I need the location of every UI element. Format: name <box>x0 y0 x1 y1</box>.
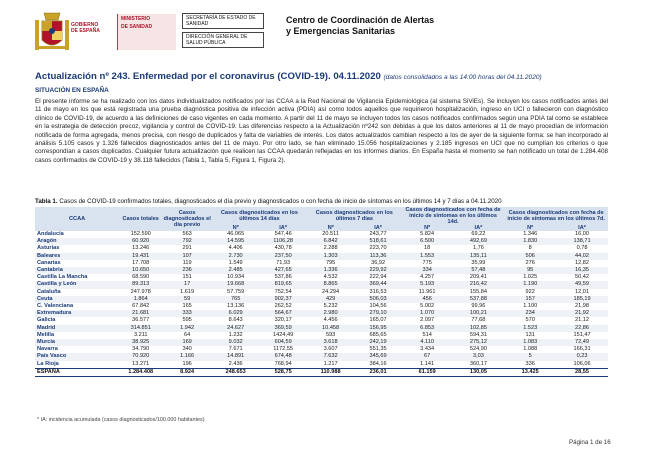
table-cell: 564,67 <box>259 310 306 317</box>
table-cell: 8.924 <box>162 368 212 376</box>
table-cell: 6.500 <box>402 238 453 245</box>
table-cell: 157 <box>504 296 556 303</box>
table-cell: 69,22 <box>471 231 486 237</box>
table-cell: 17.708 <box>132 259 150 266</box>
table-cell: 1.549 <box>228 259 243 266</box>
table-cell: 279,10 <box>354 310 401 317</box>
table-cell: 216,42 <box>453 281 505 288</box>
table-cell: 19.431 <box>119 253 162 260</box>
document-title <box>35 71 542 82</box>
table-cell-ccaa: Andalucía <box>37 231 64 237</box>
table-cell: 151 <box>182 274 192 281</box>
table-row <box>35 346 608 353</box>
table-cell: 229,92 <box>354 267 401 274</box>
col-header-symptoms-14d: Casos diagnosticados con fecha de inicio de síntomas en los últimos 14d. <box>402 207 504 225</box>
table-cell: 3.434 <box>420 346 435 353</box>
table-cell: 8.643 <box>228 317 243 324</box>
table-cell: 248.653 <box>212 368 259 376</box>
sub-header-n: Nº <box>212 225 259 231</box>
table-cell: 138,71 <box>556 238 608 245</box>
table-cell: 152.590 <box>130 231 151 237</box>
table-cell: 89.313 <box>119 281 162 288</box>
table-cell: 1.346 <box>523 231 538 237</box>
table-cell: 316,53 <box>369 288 387 295</box>
table-cell: 369,59 <box>259 325 306 332</box>
table-cell: 102,85 <box>453 325 505 332</box>
col-header-total: Casos totales <box>119 207 162 231</box>
table-cell: 0,23 <box>556 353 608 360</box>
table-cell: 222,94 <box>369 274 387 281</box>
sub-header-n: Nº <box>307 225 354 231</box>
table-cell: 155,84 <box>469 288 487 295</box>
table-cell: 1,76 <box>472 245 484 252</box>
table-row <box>35 353 608 360</box>
table-cell: 291 <box>182 245 192 252</box>
table-cell: 4.532 <box>323 274 338 281</box>
table-cell: 243,77 <box>369 231 387 237</box>
table-total-row <box>35 368 608 376</box>
table-cell: 99,96 <box>471 303 486 310</box>
table-cell: 4.110 <box>402 339 453 346</box>
section-heading: SITUACIÓN EN ESPAÑA <box>35 87 109 94</box>
table-cell: 0,78 <box>576 245 588 252</box>
table-cell: 1106,28 <box>259 238 306 245</box>
table-cell: 22,86 <box>556 325 608 332</box>
table-cell: 685,65 <box>369 331 387 338</box>
table-cell: 2.485 <box>212 267 259 274</box>
table-row <box>35 274 608 281</box>
table-cell: 110.988 <box>307 368 354 376</box>
table-cell: 9.032 <box>212 339 259 346</box>
table-cell: 1.217 <box>323 360 338 367</box>
direccion-box: DIRECCIÓN GENERAL DE SALUD PÚBLICA <box>182 32 264 48</box>
table-cell: 13.271 <box>132 360 150 367</box>
table-cell: 563 <box>182 231 192 237</box>
table-cell: 768,94 <box>274 360 292 367</box>
table-row <box>35 245 608 252</box>
cases-table <box>35 207 608 377</box>
title-subtitle: (datos consolidados a las 14:00 horas del 04.11.2020) <box>383 74 542 81</box>
table-row <box>35 238 608 245</box>
table-cell: 1.830 <box>504 238 556 245</box>
table-cell: 5.232 <box>323 303 338 310</box>
table-cell: 2.730 <box>212 253 259 260</box>
col-header-prev: Casos diagnosticados el día previo <box>162 207 212 231</box>
table-body <box>35 231 608 377</box>
table-cell: 185,19 <box>556 296 608 303</box>
table-cell: 104,56 <box>369 303 387 310</box>
table-cell: 7.671 <box>228 346 243 353</box>
table-cell: 3.618 <box>307 339 354 346</box>
ministry-label: MINISTERIO DE SANIDAD <box>117 14 176 50</box>
table-cell-ccaa: País Vasco <box>35 353 119 360</box>
table-row <box>35 332 608 339</box>
table-cell: 21.681 <box>119 310 162 317</box>
table-cell: 1.553 <box>402 253 453 260</box>
table-cell: 16,00 <box>575 231 590 237</box>
table-cell: 60.920 <box>119 238 162 245</box>
table-cell: 795 <box>325 259 336 266</box>
table-cell: 524,90 <box>469 346 487 353</box>
table-cell: 320,17 <box>274 317 292 324</box>
table-cell-ccaa: Ceuta <box>35 296 119 303</box>
table-cell: 20.511 <box>322 231 339 237</box>
table-cell: 64 <box>184 331 191 338</box>
table-cell-ccaa: Castilla La Mancha <box>37 274 88 281</box>
table-cell: 12,01 <box>575 288 590 295</box>
table-cell: 594,31 <box>469 331 487 338</box>
table-cell: 595 <box>182 317 192 324</box>
table-cell: 7.632 <box>307 353 354 360</box>
table-cell: 384,16 <box>369 360 387 367</box>
table-cell-ccaa: Extremadura <box>35 310 119 317</box>
table-cell: 5.002 <box>420 303 435 310</box>
government-label: GOBIERNO DE ESPAÑA <box>71 22 100 34</box>
table-cell: 537,86 <box>274 274 292 281</box>
table-cell: 49,59 <box>556 281 608 288</box>
col-header-7d: Casos diagnosticados en los últimos 7 días <box>307 207 402 225</box>
table-cell: 156,95 <box>354 325 401 332</box>
table-cell: 57.759 <box>227 288 245 295</box>
table-cell: 36.577 <box>132 317 150 324</box>
table-cell: 71,93 <box>276 259 291 266</box>
table-cell: 1.232 <box>228 331 243 338</box>
table-cell: 70.920 <box>119 353 162 360</box>
sub-header-n: Nº <box>504 225 556 231</box>
table-cell: 151,47 <box>573 331 591 338</box>
table-cell: 1.190 <box>504 281 556 288</box>
table-row <box>35 253 608 260</box>
table-cell: 1.088 <box>523 346 538 353</box>
table-cell: 242,19 <box>354 339 401 346</box>
table-cell-ccaa: Aragón <box>35 238 119 245</box>
center-title: Centro de Coordinación de Alertas y Emergencias Sanitarias <box>286 15 435 36</box>
table-cell: 1.070 <box>402 310 453 317</box>
table-cell: 21,98 <box>575 303 590 310</box>
table-cell: 10.458 <box>307 325 354 332</box>
table-cell: 604,59 <box>259 339 306 346</box>
table-cell: 765 <box>212 296 259 303</box>
table-row <box>35 260 608 267</box>
intro-paragraph: El presente informe se ha realizado con los datos individualizados notificados por las CCAA a la Red Nacional de Vigilancia Epidemiológica (al sistema SiViEs). Se incluyen los casos notificados antes del 11 de mayo en los que está registrada una prueba diagnóstica positiva de infección activa (PDIA) así como todos aquellos que requirieron hospitalización, ingreso en UCI o fallecieron con diagnóstico clínico de COVID-19, de acuerdo a las definiciones de caso vigentes en cada momento. A partir del 11 de mayo se incluyen todos los casos notificados confirmados según una PDIA tal como se establece en la estrategia de detección precoz, vigilancia y control de COVID-19. Las diferencias respecto a la Actualización nº242 son debidas a que los datos anteriores al 11 de mayo procedían de información notificada de forma agregada, menos precisa, con riesgo de duplicados y falta de variables de interés. Los datos actualizados cambian respecto a los de ayer de la siguiente forma: se han incorporado al análisis 5.105 casos y 1.326 fallecidos diagnosticados antes del 11 de mayo. Por otro lado, se han eliminado 15.056 hospitalizaciones y 2.185 ingresos en UCI que no cumplían los criterios o que correspondían a casos duplicados. Cualquier futura actualización que realicen las CCAA quedarán reflejadas en los informes diarios. En España hasta el momento se han notificado un total de 1.284.408 casos confirmados de COVID-19 y 38.118 fallecidos (Tabla 1, Tabla 5, Figura 1, Figura 2). <box>35 98 608 164</box>
table-cell: 336 <box>525 360 535 367</box>
table-cell: 6.842 <box>307 238 354 245</box>
table-cell-ccaa: Navarra <box>37 346 58 353</box>
table-row <box>35 303 608 310</box>
table-row <box>35 281 608 288</box>
secretaria-box: SECRETARÍA DE ESTADO DE SANIDAD <box>182 13 264 29</box>
table-cell: 1.025 <box>523 274 538 281</box>
table-footnote: * IA: incidencia acumulada (casos diagnosticados/100.000 habitantes) <box>37 417 205 423</box>
table-cell: 165 <box>182 303 192 310</box>
table-cell: 21,92 <box>556 310 608 317</box>
table-cell: 8 <box>528 245 532 252</box>
sub-header-ia: IA* <box>453 225 505 231</box>
table-cell: 369,44 <box>354 281 401 288</box>
table-cell: 4.456 <box>323 317 338 324</box>
table-cell-ccaa: ESPAÑA <box>35 368 119 376</box>
table-cell: 17 <box>162 281 212 288</box>
table-cell: 340 <box>182 346 192 353</box>
table-cell: 429 <box>307 296 354 303</box>
table-row <box>35 231 608 238</box>
table-cell: 59 <box>162 296 212 303</box>
col-header-ccaa: CCAA <box>35 207 119 231</box>
table-cell: 1.166 <box>162 353 212 360</box>
table-cell: 902,37 <box>259 296 306 303</box>
table-cell: 1.284.408 <box>119 368 162 376</box>
department-boxes <box>182 13 264 51</box>
table-cell: 275,12 <box>453 339 505 346</box>
table-cell: 6.029 <box>212 310 259 317</box>
table-cell: 3.607 <box>323 346 338 353</box>
table-cell: 551,35 <box>369 346 387 353</box>
table-cell: 130,05 <box>453 368 505 376</box>
table-cell: 276 <box>525 259 535 266</box>
table-cell: 61.159 <box>402 368 453 376</box>
table-caption-text: Casos de COVID-19 confirmados totales, diagnosticados el día previo y diagnosticados o con fecha de inicio de síntomas en los últimos 14 y 7 días a 04.11.2020 <box>57 198 502 205</box>
table-caption <box>35 198 502 205</box>
table-cell: 46.065 <box>227 231 245 237</box>
table-cell: 131 <box>525 331 535 338</box>
table-row <box>35 296 608 303</box>
table-cell: 19.668 <box>212 281 259 288</box>
table-cell: 752,54 <box>274 288 292 295</box>
sub-header-ia: IA* <box>354 225 401 231</box>
table-cell: 166,31 <box>573 346 591 353</box>
table-row <box>35 361 608 369</box>
table-cell: 1.083 <box>504 339 556 346</box>
table-cell: 5.824 <box>420 231 435 237</box>
table-cell: 506,03 <box>354 296 401 303</box>
page-number: Página 1 de 16 <box>569 439 611 446</box>
table-row <box>35 289 608 296</box>
table-cell-ccaa: Canarias <box>37 259 61 266</box>
table-cell: 67.842 <box>132 303 150 310</box>
table-cell: 196 <box>182 360 192 367</box>
table-cell-ccaa: Madrid <box>35 325 119 332</box>
table-cell: 14.595 <box>212 238 259 245</box>
table-cell: 514 <box>422 331 432 338</box>
table-cell: 11.961 <box>418 288 436 295</box>
table-cell: 2.436 <box>228 360 243 367</box>
table-cell: 528,75 <box>259 368 306 376</box>
table-cell: 50,42 <box>575 274 590 281</box>
table-cell: 68.590 <box>132 274 150 281</box>
table-cell: 262,52 <box>274 303 292 310</box>
col-header-symptoms-7d: Casos diagnosticados con fecha de inicio de síntomas en los últimos 7d. <box>504 207 608 225</box>
table-cell: 1.942 <box>162 325 212 332</box>
table-cell: 792 <box>162 238 212 245</box>
table-cell: 2.980 <box>307 310 354 317</box>
table-row <box>35 267 608 274</box>
table-row <box>35 339 608 346</box>
table-cell: 430,78 <box>274 245 292 252</box>
table-cell-ccaa: Cataluña <box>37 288 61 295</box>
table-cell: 1424,49 <box>273 331 294 338</box>
table-cell: 236 <box>162 267 212 274</box>
sub-header-ia: IA* <box>556 225 608 231</box>
table-cell: 456 <box>402 296 453 303</box>
table-cell: 169 <box>162 339 212 346</box>
table-cell: 570 <box>525 317 535 324</box>
table-cell: 24.627 <box>212 325 259 332</box>
title-text: Actualización nº 243. Enfermedad por el coronavirus (COVID-19). 04.11.2020 <box>35 71 381 82</box>
table-cell: 12,82 <box>575 259 590 266</box>
table-cell: 5.193 <box>402 281 453 288</box>
table-cell: 922 <box>525 288 535 295</box>
table-cell: 775 <box>422 259 432 266</box>
table-cell: 13.425 <box>504 368 556 376</box>
table-cell: 44,02 <box>556 253 608 260</box>
table-cell: 1.141 <box>420 360 435 367</box>
table-cell: 5 <box>504 353 556 360</box>
table-cell: 1.303 <box>307 253 354 260</box>
table-cell: 67 <box>402 353 453 360</box>
table-cell: 77,68 <box>471 317 486 324</box>
table-cell: 4.257 <box>420 274 435 281</box>
table-cell-ccaa: Baleares <box>35 253 119 260</box>
table-cell: 1.864 <box>119 296 162 303</box>
table-cell: 518,61 <box>354 238 401 245</box>
table-cell: 547,46 <box>274 231 292 237</box>
table-cell: 28,55 <box>556 368 608 376</box>
col-header-14d: Casos diagnosticados en los últimos 14 días <box>212 207 307 225</box>
table-cell: 492,69 <box>453 238 505 245</box>
table-cell: 314.851 <box>119 325 162 332</box>
table-cell: 21,12 <box>575 317 590 324</box>
table-cell: 237,50 <box>259 253 306 260</box>
table-cell: 1.523 <box>504 325 556 332</box>
table-cell-ccaa: Melilla <box>37 331 55 338</box>
table-cell: 333 <box>162 310 212 317</box>
table-cell: 18 <box>424 245 431 252</box>
table-cell: 674,48 <box>259 353 306 360</box>
table-cell-ccaa: Cantabria <box>35 267 119 274</box>
table-cell: 247.978 <box>130 288 151 295</box>
table-cell: 427,65 <box>259 267 306 274</box>
table-cell: 13.136 <box>227 303 245 310</box>
sub-header-ia: IA* <box>259 225 306 231</box>
table-row <box>35 310 608 317</box>
table-cell: 36,92 <box>371 259 386 266</box>
sub-header-n: Nº <box>402 225 453 231</box>
table-cell: 345,69 <box>354 353 401 360</box>
table-cell: 4.406 <box>228 245 243 252</box>
table-cell: 506 <box>504 253 556 260</box>
table-cell: 2.288 <box>323 245 338 252</box>
table-cell-ccaa: Galicia <box>37 317 56 324</box>
table-cell: 360,17 <box>469 360 487 367</box>
table-cell: 209,41 <box>469 274 487 281</box>
table-cell: 1.336 <box>307 267 354 274</box>
table-cell: 35,99 <box>471 259 486 266</box>
table-cell: 3.211 <box>133 331 148 338</box>
table-cell: 1.619 <box>180 288 195 295</box>
table-cell: 14.891 <box>212 353 259 360</box>
table-cell: 334 <box>402 267 453 274</box>
table-cell: 236,01 <box>354 368 401 376</box>
table-cell: 3,03 <box>453 353 505 360</box>
table-row <box>35 325 608 332</box>
table-cell: 135,11 <box>453 253 505 260</box>
table-cell: 119 <box>182 259 192 266</box>
table-cell: 72,49 <box>556 339 608 346</box>
table-cell: 95 <box>504 267 556 274</box>
table-cell: 57,48 <box>453 267 505 274</box>
spain-coat-of-arms-icon <box>35 10 69 54</box>
table-cell: 6.853 <box>402 325 453 332</box>
table-cell-ccaa: Murcia <box>35 339 119 346</box>
table-cell: 38.925 <box>119 339 162 346</box>
table-cell-ccaa: Castilla y León <box>35 281 119 288</box>
table-cell: 234 <box>504 310 556 317</box>
table-cell: 107 <box>162 253 212 260</box>
table-cell-ccaa: La Rioja <box>37 360 59 367</box>
table-cell: 223,70 <box>369 245 387 252</box>
table-cell: 24.294 <box>322 288 340 295</box>
table-cell: 819,65 <box>259 281 306 288</box>
table-cell: 1.100 <box>523 303 538 310</box>
table-row <box>35 317 608 324</box>
table-cell: 10.934 <box>227 274 245 281</box>
table-cell: 34.790 <box>132 346 150 353</box>
table-cell: 100,21 <box>453 310 505 317</box>
table-cell: 13.246 <box>132 245 150 252</box>
table-cell: 1172,55 <box>273 346 294 353</box>
table-cell: 165,07 <box>369 317 387 324</box>
table-cell: 537,88 <box>453 296 505 303</box>
table-cell: 8.865 <box>307 281 354 288</box>
table-cell: 2.097 <box>420 317 435 324</box>
table-cell: 16,35 <box>556 267 608 274</box>
table-cell: 10.650 <box>119 267 162 274</box>
table-cell: 113,36 <box>354 253 401 260</box>
table-caption-label: Tabla 1. <box>35 198 58 205</box>
table-cell: 106,06 <box>573 360 591 367</box>
table-cell-ccaa: Asturias <box>37 245 60 252</box>
table-cell-ccaa: C. Valenciana <box>37 303 74 310</box>
table-cell: 593 <box>325 331 336 338</box>
